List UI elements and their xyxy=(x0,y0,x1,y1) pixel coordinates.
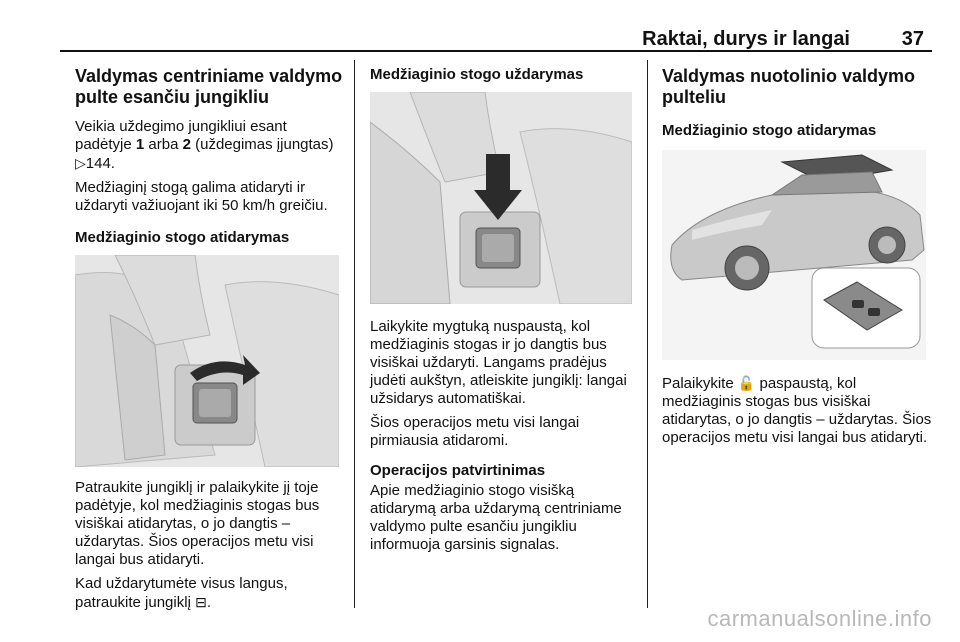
reference-arrow-icon: ▷ xyxy=(75,155,86,171)
subheading: Medžiaginio stogo atidarymas xyxy=(75,229,290,246)
paragraph: Patraukite jungiklį ir palaikykite jį toje padėtyje, kol medžiaginis stogas bus visiškai atidarytas, o jo dangtis – uždarytas. Šios operacijos metu visi langai bus atidaryti. xyxy=(75,479,320,568)
window-switch-icon: ⊟ xyxy=(195,594,207,610)
subheading: Operacijos patvirtinimas xyxy=(370,462,546,479)
header-title: Raktai, durys ir langai xyxy=(642,28,850,50)
subheading: Medžiaginio stogo atidarymas xyxy=(662,122,877,139)
section-heading: Valdymas nuotolinio valdymo pulteliu xyxy=(662,66,916,107)
column-divider xyxy=(647,60,648,608)
paragraph: Veikia uždegimo jungikliui esant padėtyje 1 arba 2 (uždegimas įjungtas) ▷144. xyxy=(75,118,334,172)
page-number: 37 xyxy=(901,28,924,50)
paragraph: Medžiaginį stogą galima atidaryti ir uždaryti važiuojant iki 50 km/h greičiu. xyxy=(75,179,328,214)
car-remote-illustration xyxy=(662,150,926,360)
column-1 xyxy=(75,66,343,618)
paragraph: Šios operacijos metu visi langai pirmiausia atidaromi. xyxy=(370,414,580,449)
page-header xyxy=(60,28,932,50)
paragraph: Apie medžiaginio stogo visišką atidarymą arba uždarymą centriniame valdymo pulte esančiu jungikliu informuoja garsinis signalas. xyxy=(370,482,622,553)
header-rule xyxy=(60,50,932,52)
watermark: carmanualsonline.info xyxy=(707,606,932,631)
column-2 xyxy=(370,66,640,560)
paragraph: Laikykite mygtuką nuspaustą, kol medžiaginis stogas ir jo dangtis bus visiškai uždaryti. Langams pradėjus judėti aukštyn, atleiskite jungiklį: langai užsidarys automatiškai. xyxy=(370,318,627,407)
section-heading: Valdymas centriniame valdymo pulte esančiu jungikliu xyxy=(75,66,343,107)
paragraph: Palaikykite 🔓 paspaustą, kol medžiaginis stogas bus visiškai atidarytas, o jo dangtis – uždarytas. Šios operacijos metu visi langai bus atidaryti. xyxy=(662,375,932,446)
paragraph: Kad uždarytumėte visus langus, patraukite jungiklį ⊟. xyxy=(75,575,288,611)
console-switch-open-illustration xyxy=(75,255,339,467)
column-divider xyxy=(354,60,355,608)
unlock-padlock-icon: 🔓 xyxy=(737,375,756,391)
console-switch-close-illustration xyxy=(370,92,632,304)
column-3 xyxy=(662,66,932,453)
subheading: Medžiaginio stogo uždarymas xyxy=(370,66,584,83)
